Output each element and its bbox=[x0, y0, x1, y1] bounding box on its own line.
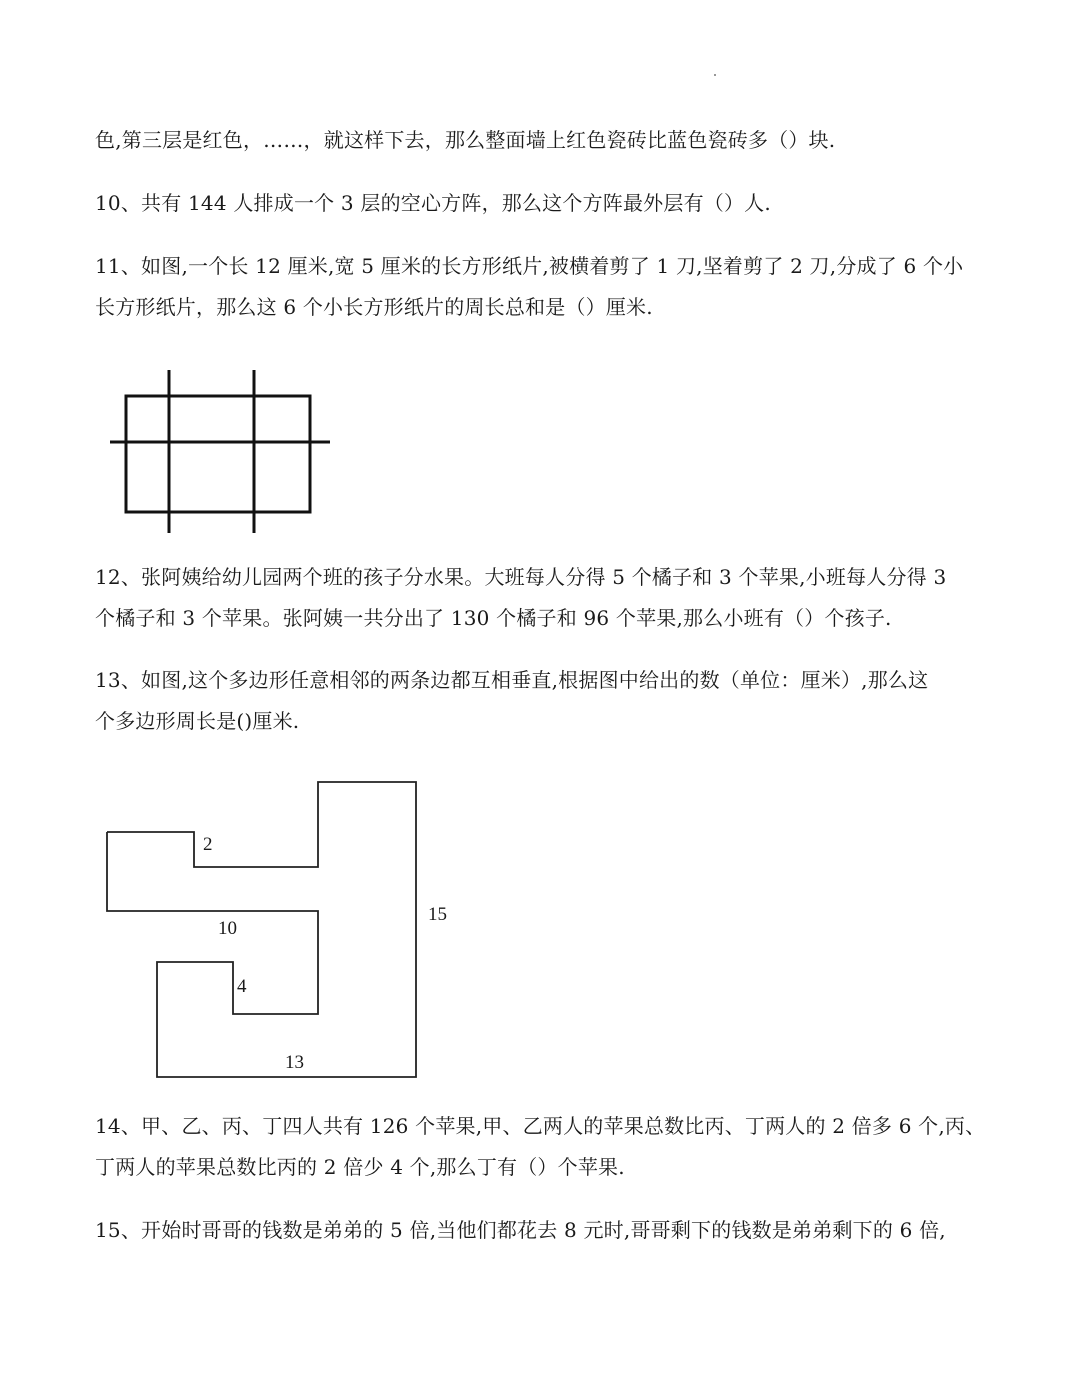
question-14-line-1: 14、甲、乙、丙、丁四人共有 126 个苹果,甲、乙两人的苹果总数比丙、丁两人的 2 倍多 6 个,丙、 bbox=[95, 1114, 986, 1138]
question-10: 10、共有 144 人排成一个 3 层的空心方阵，那么这个方阵最外层有（）人. bbox=[95, 191, 771, 215]
question-11-line-2: 长方形纸片，那么这 6 个小长方形纸片的周长总和是（）厘米. bbox=[95, 295, 653, 319]
question-11-line-1: 11、如图,一个长 12 厘米,宽 5 厘米的长方形纸片,被横着剪了 1 刀,坚着剪了 2 刀,分成了 6 个小 bbox=[95, 254, 964, 278]
question-14-line-2: 丁两人的苹果总数比丙的 2 倍少 4 个,那么丁有（）个苹果. bbox=[95, 1155, 625, 1179]
label-10: 10 bbox=[218, 918, 237, 939]
question-12-line-1: 12、张阿姨给幼儿园两个班的孩子分水果。大班每人分得 5 个橘子和 3 个苹果,小班每人分得 3 bbox=[95, 565, 947, 589]
question-13-line-2: 个多边形周长是()厘米. bbox=[95, 709, 300, 733]
question-13-line-1: 13、如图,这个多边形任意相邻的两条边都互相垂直,根据图中给出的数（单位：厘米）,那么这 bbox=[95, 668, 929, 692]
label-13: 13 bbox=[285, 1052, 304, 1073]
label-15: 15 bbox=[428, 904, 447, 925]
polygon-outline bbox=[107, 782, 416, 1077]
label-4: 4 bbox=[237, 976, 247, 997]
question-15-line-1: 15、开始时哥哥的钱数是弟弟的 5 倍,当他们都花去 8 元时,哥哥剩下的钱数是弟弟剩下的 6 倍, bbox=[95, 1218, 946, 1242]
text-line-1: 色,第三层是红色，……，就这样下去，那么整面墙上红色瓷砖比蓝色瓷砖多（）块. bbox=[95, 128, 836, 152]
label-2: 2 bbox=[203, 834, 213, 855]
question-12-line-2: 个橘子和 3 个苹果。张阿姨一共分出了 130 个橘子和 96 个苹果,那么小班有（）个孩子. bbox=[95, 606, 892, 630]
